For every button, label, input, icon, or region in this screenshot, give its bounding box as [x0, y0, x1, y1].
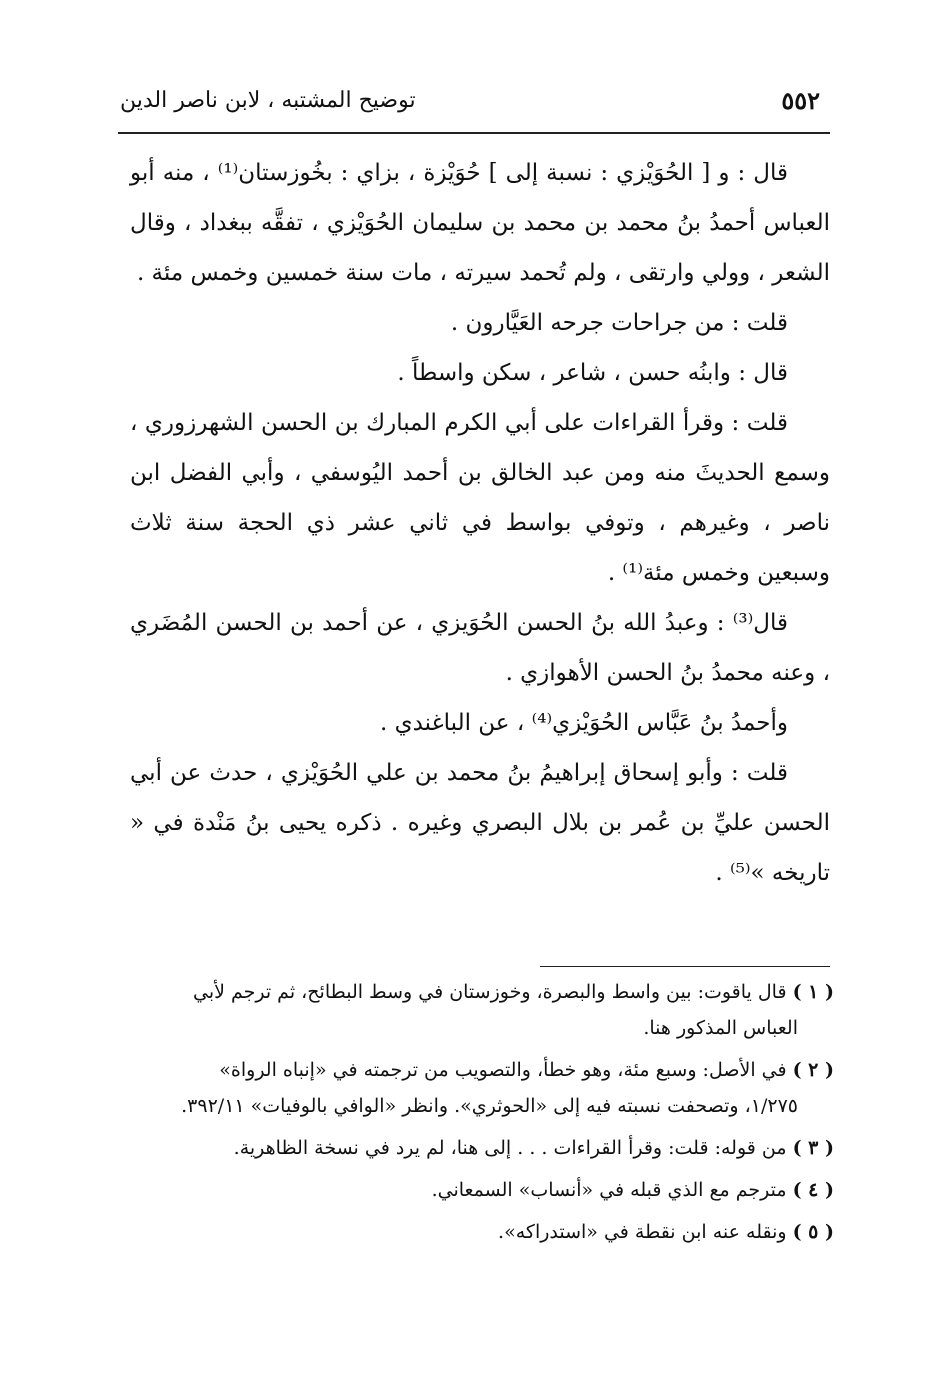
- main-text: [130, 148, 830, 898]
- running-header: [120, 82, 820, 128]
- footnote-label: ( ٤ ): [792, 1179, 834, 1201]
- footnote: [128, 1052, 834, 1124]
- paragraph-ahmad-abbas: وأحمدُ بنُ عَبَّاس الحُوَيْزي⁽⁴⁾ ، عن الباغندي .: [379, 710, 788, 736]
- footnote-text: مترجم مع الذي قبله في «أنساب» السمعاني.: [431, 1179, 787, 1201]
- footnote: [128, 974, 834, 1046]
- paragraph-qultu-3: قلت : وأبو إسحاق إبراهيمُ بنُ محمد بن علي الحُوَيْزي ، حدث عن أبي الحسن عليِّ بن عُمر بن بلال البصري وغيره . ذكره يحيى بنُ مَنْدة في « تاريخه »⁽⁵⁾ .: [130, 760, 830, 886]
- footnote-label: ( ١ ): [792, 981, 834, 1003]
- footnote-text: من قوله: قلت: وقرأ القراءات . . . إلى هنا، لم يرد في نسخة الظاهرية.: [233, 1137, 787, 1159]
- footnote-continuation: ١/٢٧٥، وتصحفت نسبته فيه إلى «الحوثري». وانظر «الوافي بالوفيات» ٣٩٢/١١.: [181, 1095, 798, 1117]
- footnote-text: قال ياقوت: بين واسط والبصرة، وخوزستان في وسط البطائح، ثم ترجم لأبي: [192, 981, 787, 1003]
- footnotes: [128, 974, 834, 1256]
- footnote: [128, 1130, 834, 1166]
- paragraph-qal-son: قال : وابنُه حسن ، شاعر ، سكن واسطاً .: [397, 360, 788, 386]
- footnote: [128, 1214, 834, 1250]
- running-title: توضيح المشتبه ، لابن ناصر الدين: [120, 88, 416, 113]
- page-number: ٥٥٢: [781, 86, 820, 115]
- footnote-text: في الأصل: وسبع مئة، وهو خطأ، والتصويب من ترجمته في «إنباه الرواة»: [219, 1059, 787, 1081]
- footnote-continuation: العباس المذكور هنا.: [643, 1017, 798, 1039]
- paragraph-qal-abdullah: قال⁽³⁾ : وعبدُ الله بنُ الحسن الحُوَيزي ، عن أحمد بن الحسن المُضَري ، وعنه محمدُ بنُ الحسن الأهوازي .: [130, 610, 830, 686]
- footnote-label: ( ٢ ): [792, 1059, 834, 1081]
- header-divider: [118, 132, 830, 134]
- paragraph-huwayzi-entry: قال : و [ الحُوَيْزي : نسبة إلى ] حُوَيْزة ، بزاي : بخُوزستان⁽¹⁾ ، منه أبو العباس أحمدُ بنُ محمد بن محمد بن سليمان الحُوَيْزي ، تفقَّه ببغداد ، وقال الشعر ، وولي وارتقى ، ولم تُحمد سيرته ، مات سنة خمسين وخمس مئة .: [130, 160, 830, 286]
- paragraph-qultu-1: قلت : من جراحات جرحه العَيَّارون .: [450, 310, 788, 336]
- footnote-label: ( ٥ ): [792, 1221, 834, 1243]
- footnote-label: ( ٣ ): [792, 1137, 834, 1159]
- paragraph-qultu-2: قلت : وقرأ القراءات على أبي الكرم المبارك بن الحسن الشهرزوري ، وسمع الحديثَ منه ومن عبد الخالق بن أحمد اليُوسفي ، وأبي الفضل ابن ناصر ، وغيرهم ، وتوفي بواسط في ثاني عشر ذي الحجة سنة ثلاث وسبعين وخمس مئة⁽¹⁾ .: [130, 410, 830, 586]
- footnote-divider: [540, 966, 830, 967]
- footnote: [128, 1172, 834, 1208]
- footnote-text: ونقله عنه ابن نقطة في «استدراكه».: [498, 1221, 787, 1243]
